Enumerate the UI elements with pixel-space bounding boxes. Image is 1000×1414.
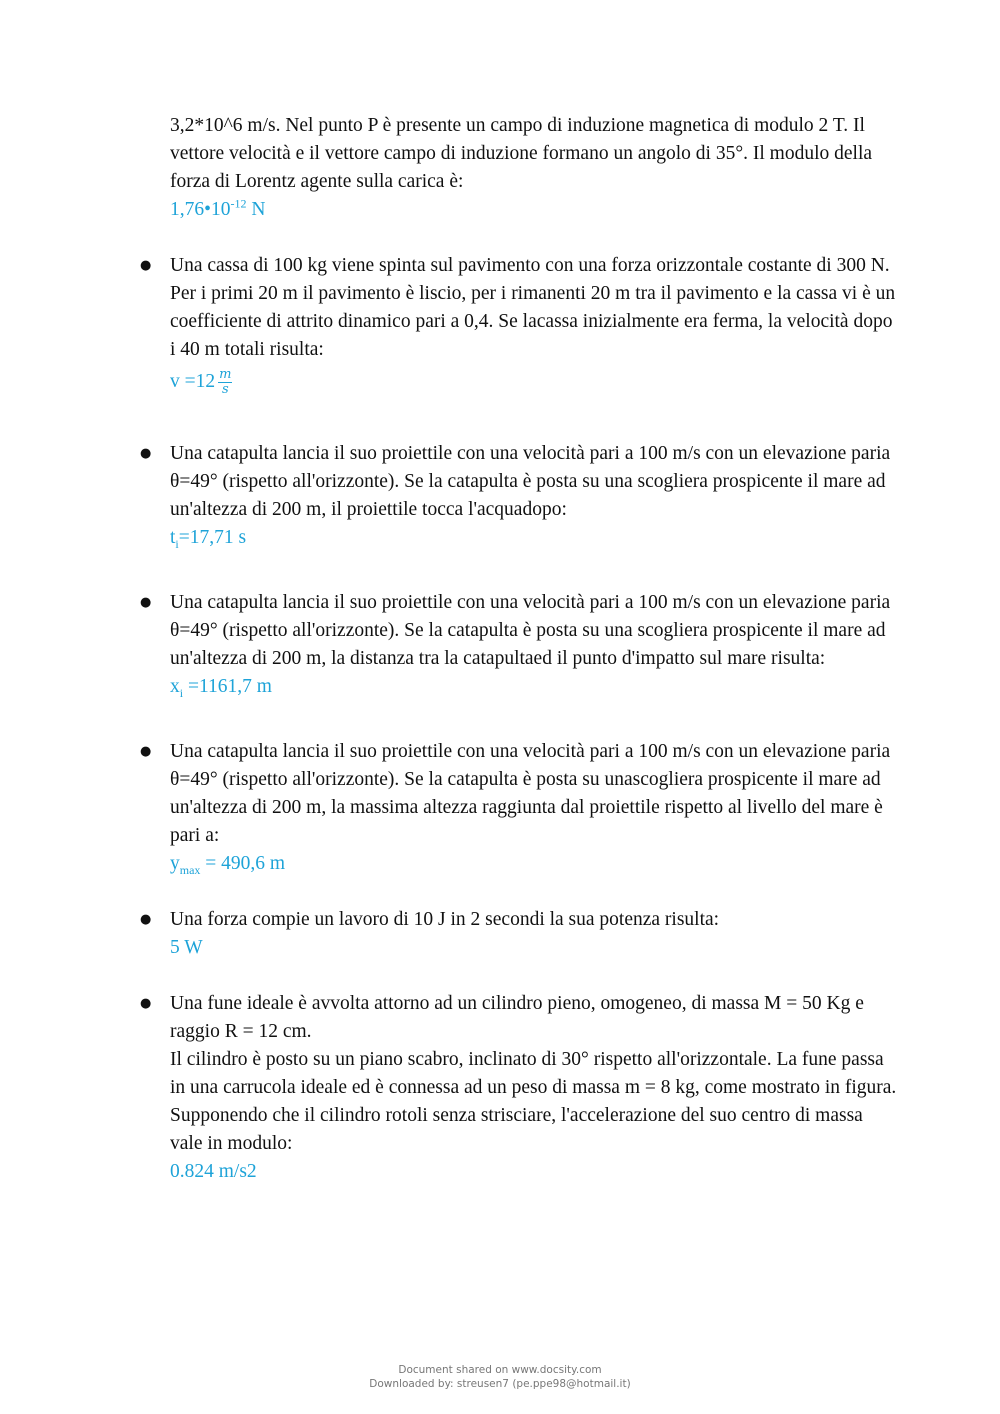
bullet-icon: ● [140, 996, 152, 1011]
bullet-icon: ● [140, 595, 152, 610]
docsity-footer [0, 1363, 1000, 1391]
answer-text: 0.824 m/s2 [170, 1161, 257, 1182]
document-content [140, 112, 900, 1186]
intro-answer: $1,76•10^{-12}$ N [170, 196, 266, 220]
question-text: Supponendo che il cilindro rotoli senza strisciare, l'accelerazione del suo centro di massa vale in modulo: [170, 1105, 863, 1154]
bullet-icon: ● [140, 446, 152, 461]
question-text: Una fune ideale è avvolta attorno ad un cilindro pieno, omogeneo, di massa M = 50 Kg e raggio R = 12 cm. [170, 993, 864, 1042]
question-item [140, 738, 900, 878]
footer-download-line: Downloaded by: streusen7 (pe.ppe98@hotmail.it) [369, 1378, 631, 1390]
question-item [140, 906, 900, 962]
question-text: Una catapulta lancia il suo proiettile con una velocità pari a 100 m/s con un elevazione paria θ=49° (rispetto all'orizzonte). Se la catapulta è posta su una scogliera prospicente il mare ad un'altezza di 200 m, il proiettile tocca l'acquadopo: [170, 443, 891, 520]
answer-text: $t_i=17,71$ s [170, 527, 247, 551]
bullet-icon: ● [140, 258, 152, 273]
question-text: Una catapulta lancia il suo proiettile con una velocità pari a 100 m/s con un elevazione paria θ=49° (rispetto all'orizzonte). Se la catapulta è posta su una scogliera prospicente il mare ad un'altezza di 200 m, la distanza tra la catapultaed il punto d'impatto sul mare risulta: [170, 592, 891, 669]
question-text: Il cilindro è posto su un piano scabro, inclinato di 30° rispetto all'orizzontale. La fune passa in una carrucola ideale ed è connessa ad un peso di massa m = 8 kg, come mostrato in figura. [170, 1049, 897, 1098]
answer-text: v =12 $\frac{m}{s}$ [170, 367, 232, 398]
bullet-icon: ● [140, 744, 152, 759]
question-item [140, 440, 900, 552]
answer-text: $y_{max} = 490,6$ m [170, 853, 286, 877]
question-item [140, 252, 900, 400]
question-text: Una catapulta lancia il suo proiettile con una velocità pari a 100 m/s con un elevazione paria θ=49° (rispetto all'orizzonte). Se la catapulta è posta su unascogliera prospicente il mare ad un'altezza di 200 m, la massima altezza raggiunta dal proiettile rispetto al livello del mare è pari a: [170, 741, 891, 846]
footer-shared-line: Document shared on www.docsity.com [398, 1364, 602, 1376]
fraction: $\frac{m}{s}$ [219, 367, 232, 398]
intro-block [170, 112, 900, 224]
question-item [140, 589, 900, 701]
question-item [140, 990, 900, 1186]
bullet-icon: ● [140, 912, 152, 927]
intro-question: 3,2*10^6 m/s. Nel punto P è presente un campo di induzione magnetica di modulo 2 T. Il vettore velocità e il vettore campo di induzione formano un angolo di 35°. Il modulo della forza di Lorentz agente sulla carica è: [170, 115, 873, 192]
question-text: Una cassa di 100 kg viene spinta sul pavimento con una forza orizzontale costante di 300 N. Per i primi 20 m il pavimento è liscio, per i rimanenti 20 m tra il pavimento e la cassa vi è un coefficiente di attrito dinamico pari a 0,4. Se lacassa inizialmente era ferma, la velocità dopo i 40 m totali risulta: [170, 255, 896, 360]
question-text: Una forza compie un lavoro di 10 J in 2 secondi la sua potenza risulta: [170, 909, 720, 930]
answer-text: 5 W [170, 937, 203, 958]
answer-text: $x_i =1161,7$ m [170, 676, 272, 700]
